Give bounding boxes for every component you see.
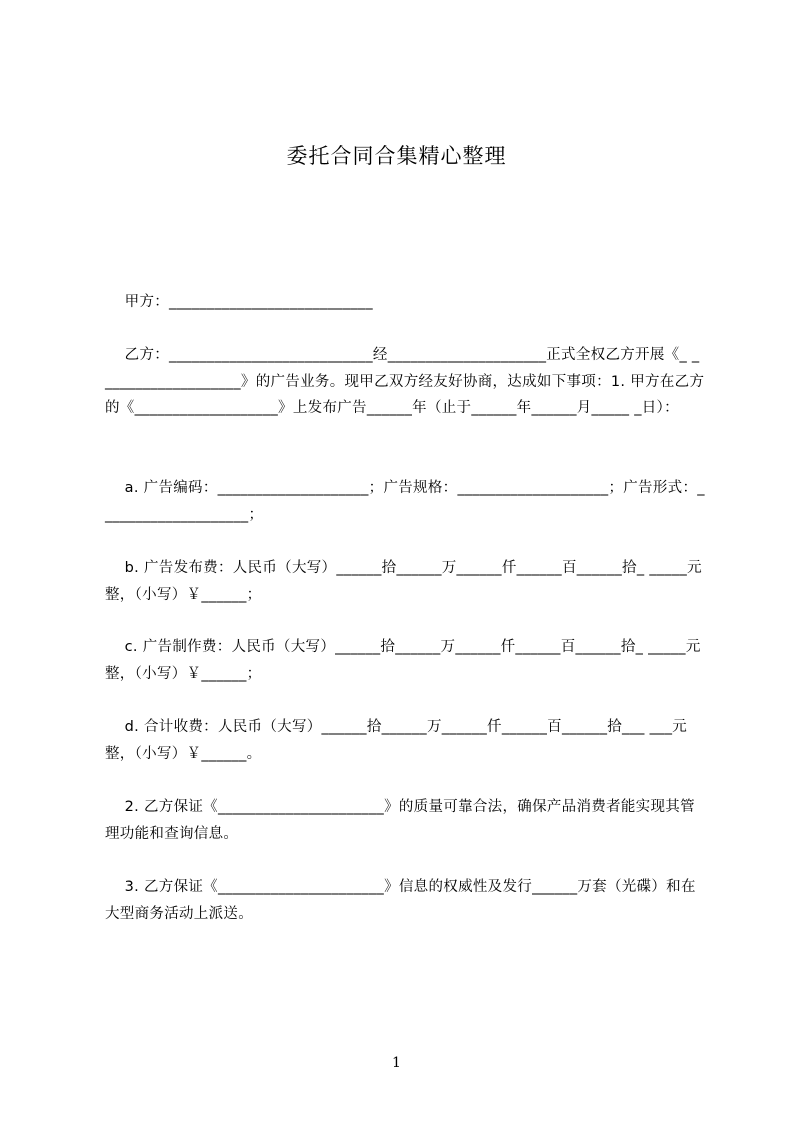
clause-a-ad-code: a. 广告编码：____________________；广告规格：____________________；广告形式：____________________； xyxy=(105,480,705,523)
clause-3-distribution: 3. 乙方保证《______________________》信息的权威性及发行______万套（光碟）和在大型商务活动上派送。 xyxy=(105,879,696,922)
page-number: 1 xyxy=(392,1055,401,1071)
document-title: 委托合同合集精心整理 xyxy=(286,144,507,168)
clause-c-production-fee: c. 广告制作费：人民币（大写）______拾______万______仟______百______拾_ _____元整，（小写）￥______； xyxy=(105,639,701,682)
party-a-line: 甲方：___________________________ xyxy=(105,294,373,310)
clause-d-total-fee: d. 合计收费：人民币（大写）______拾______万______仟______百______拾___ ___元整，（小写）￥______。 xyxy=(105,719,688,762)
clause-2-quality: 2. 乙方保证《______________________》的质量可靠合法，确保产品消费者能实现其管理功能和查询信息。 xyxy=(105,799,695,842)
party-b-paragraph: 乙方：___________________________经_____________________正式全权乙方开展《_ ___________________》的广告业务。现甲乙双方经友好协商，达成如下事项：1. 甲方在乙方的《___________________》上发布广告______年（止于______年______月_____ _日）： xyxy=(105,347,705,416)
clause-b-publish-fee: b. 广告发布费：人民币（大写）______拾______万______仟______百______拾_ _____元整，（小写）￥______； xyxy=(105,560,702,603)
